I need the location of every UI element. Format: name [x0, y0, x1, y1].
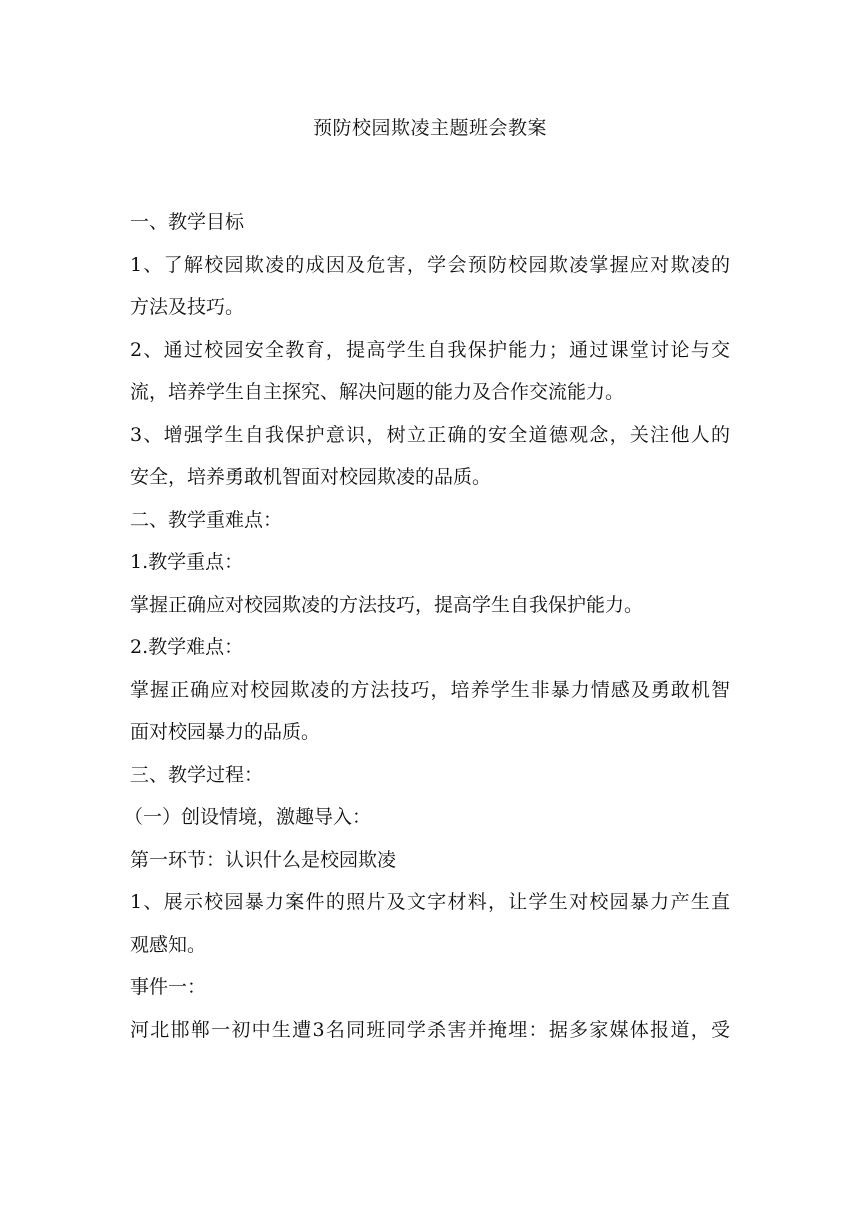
section-heading-objectives: 一、教学目标 — [130, 211, 245, 233]
subheading-step-one: 第一环节：认识什么是校园欺凌 — [130, 848, 397, 871]
paragraph-line: 2、通过校园安全教育，提高学生自我保护能力；通过课堂讨论与交 — [130, 338, 730, 361]
subheading-key-point: 1.教学重点： — [130, 551, 244, 573]
paragraph-line: 观感知。 — [130, 933, 207, 956]
paragraph-line: 掌握正确应对校园欺凌的方法技巧，培养学生非暴力情感及勇敢机智 — [130, 678, 730, 701]
section-heading-process: 三、教学过程： — [130, 763, 264, 786]
section-heading-key-points: 二、教学重难点： — [130, 508, 283, 531]
document-title: 预防校园欺凌主题班会教案 — [312, 117, 547, 139]
paragraph-line: 1、了解校园欺凌的成因及危害，学会预防校园欺凌掌握应对欺凌的 — [130, 253, 730, 276]
subheading-event-one: 事件一： — [130, 976, 207, 998]
paragraph-line: 方法及技巧。 — [130, 296, 245, 318]
document-body — [124, 201, 730, 1051]
paragraph-line: 河北邯郸一初中生遭3名同班同学杀害并掩埋：据多家媒体报道，受 — [130, 1018, 730, 1041]
paragraph-line: 掌握正确应对校园欺凌的方法技巧，提高学生自我保护能力。 — [130, 593, 644, 616]
paragraph-line: 3、增强学生自我保护意识，树立正确的安全道德观念，关注他人的 — [130, 423, 730, 446]
subheading-introduction: （一）创设情境，激趣导入： — [124, 806, 372, 828]
subheading-difficulty: 2.教学难点： — [130, 636, 244, 658]
paragraph-line: 面对校园暴力的品质。 — [130, 721, 321, 743]
paragraph-line: 1、展示校园暴力案件的照片及文字材料，让学生对校园暴力产生直 — [130, 891, 730, 913]
paragraph-line: 流，培养学生自主探究、解决问题的能力及合作交流能力。 — [130, 381, 625, 403]
paragraph-line: 安全，培养勇敢机智面对校园欺凌的品质。 — [130, 466, 492, 488]
